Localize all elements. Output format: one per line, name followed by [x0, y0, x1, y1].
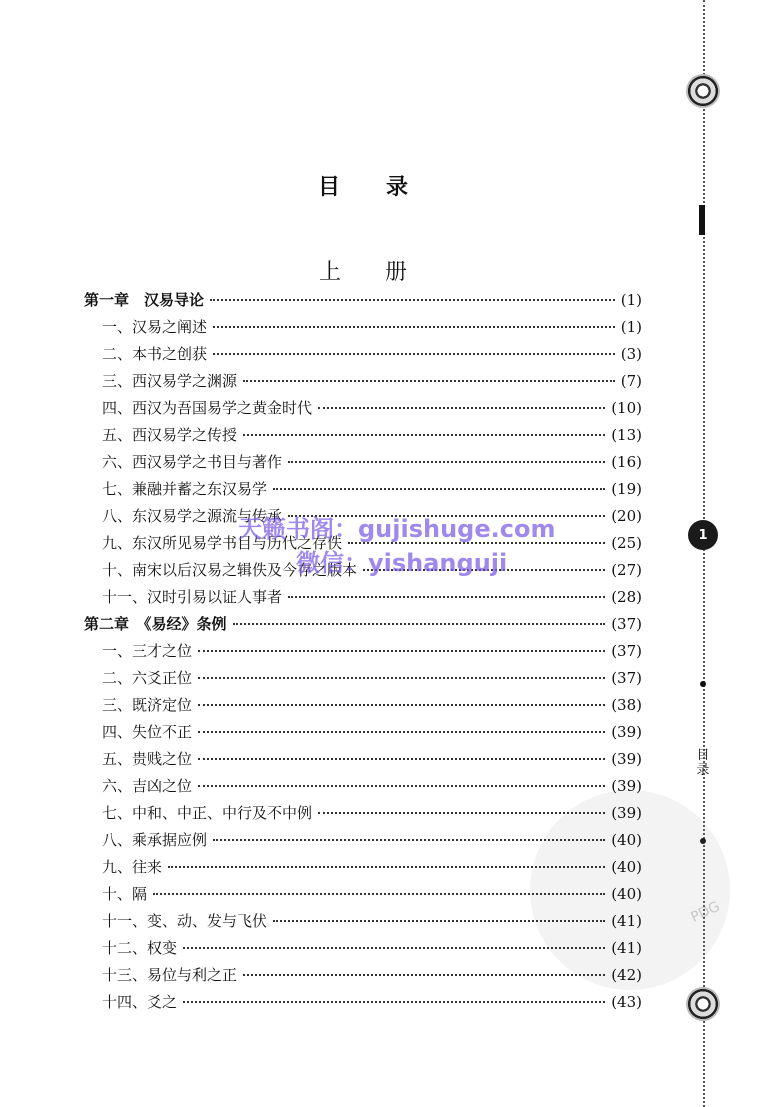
- toc-entry-label: 一、汉易之阐述: [102, 318, 208, 336]
- dot-leader: [198, 704, 605, 706]
- dot-leader: [233, 623, 606, 625]
- toc-page-number: (39): [611, 804, 642, 822]
- toc-section-row: [84, 638, 642, 665]
- dot-leader: [210, 299, 615, 301]
- toc-entry-label: 第一章 汉易导论: [84, 291, 205, 309]
- toc-section-row: [84, 854, 642, 881]
- toc-chapter-row: [84, 611, 642, 638]
- toc-section-row: [84, 800, 642, 827]
- toc-section-row: [84, 827, 642, 854]
- dot-leader: [213, 353, 615, 355]
- toc-page-number: (39): [611, 723, 642, 741]
- toc-section-row: [84, 773, 642, 800]
- toc-entry-label: 十、隔: [102, 885, 148, 903]
- stamp-text: PDG: [688, 898, 723, 926]
- toc-page-number: (37): [611, 642, 642, 660]
- toc-section-row: [84, 665, 642, 692]
- toc-entry-label: 十二、权变: [102, 939, 178, 957]
- toc-page-number: (37): [611, 615, 642, 633]
- toc-entry-label: 四、失位不正: [102, 723, 193, 741]
- toc-entry-label: 六、吉凶之位: [102, 777, 193, 795]
- toc-page-number: (39): [611, 750, 642, 768]
- toc-page-number: (27): [611, 561, 642, 579]
- toc-page-number: (39): [611, 777, 642, 795]
- toc-section-row: [84, 584, 642, 611]
- decorative-emblem-icon: [686, 74, 720, 108]
- decorative-emblem-icon: [686, 987, 720, 1021]
- toc-entry-label: 三、西汉易学之渊源: [102, 372, 238, 390]
- toc-section-row: [84, 476, 642, 503]
- dot-leader: [168, 866, 605, 868]
- dot-leader: [243, 380, 615, 382]
- toc-entry-label: 十、南宋以后汉易之辑佚及今存之版本: [102, 561, 358, 579]
- watermark-line: 天籁书阁：gujishuge.com: [238, 515, 556, 543]
- toc-section-row: [84, 530, 642, 557]
- toc-entry-label: 三、既济定位: [102, 696, 193, 714]
- toc-entry-label: 二、本书之创获: [102, 345, 208, 363]
- dot-leader: [183, 947, 605, 949]
- table-of-contents: [84, 287, 642, 1016]
- dot-leader: [198, 785, 605, 787]
- toc-section-row: [84, 962, 642, 989]
- toc-page-number: (28): [611, 588, 642, 606]
- margin-dot: [700, 681, 706, 687]
- dot-leader: [198, 758, 605, 760]
- toc-page-number: (10): [611, 399, 642, 417]
- dot-leader: [243, 974, 605, 976]
- toc-section-row: [84, 341, 642, 368]
- toc-page-number: (25): [611, 534, 642, 552]
- toc-entry-label: 十一、汉时引易以证人事者: [102, 588, 283, 606]
- toc-entry-label: 七、兼融并蓄之东汉易学: [102, 480, 268, 498]
- toc-page-number: (42): [611, 966, 642, 984]
- toc-entry-label: 九、往来: [102, 858, 163, 876]
- toc-page-number: (40): [611, 885, 642, 903]
- toc-page-number: (7): [620, 372, 642, 390]
- toc-entry-label: 八、乘承据应例: [102, 831, 208, 849]
- toc-chapter-row: [84, 287, 642, 314]
- toc-section-row: [84, 989, 642, 1016]
- toc-page-number: (20): [611, 507, 642, 525]
- toc-section-row: [84, 449, 642, 476]
- dot-leader: [318, 407, 605, 409]
- toc-section-row: [84, 908, 642, 935]
- toc-entry-label: 第二章 《易经》条例: [84, 615, 227, 633]
- toc-page-number: (1): [620, 318, 642, 336]
- dot-leader: [243, 434, 605, 436]
- page-number-badge: 1: [688, 520, 718, 550]
- side-section-label: 目录: [696, 748, 710, 778]
- page-title: 目录: [317, 175, 454, 200]
- toc-section-row: [84, 368, 642, 395]
- dot-leader: [183, 1001, 605, 1003]
- dot-leader: [288, 461, 605, 463]
- dot-leader: [198, 731, 605, 733]
- dot-leader: [288, 515, 605, 517]
- toc-page-number: (3): [620, 345, 642, 363]
- toc-section-row: [84, 422, 642, 449]
- toc-entry-label: 四、西汉为吾国易学之黄金时代: [102, 399, 313, 417]
- dot-leader: [213, 839, 605, 841]
- dot-leader: [348, 542, 605, 544]
- toc-page-number: (19): [611, 480, 642, 498]
- dot-leader: [363, 569, 605, 571]
- dot-leader: [273, 920, 605, 922]
- dot-leader: [198, 677, 605, 679]
- toc-page-number: (40): [611, 831, 642, 849]
- toc-entry-label: 五、西汉易学之传授: [102, 426, 238, 444]
- dot-leader: [153, 893, 605, 895]
- toc-entry-label: 五、贵贱之位: [102, 750, 193, 768]
- toc-section-row: [84, 314, 642, 341]
- toc-page-number: (40): [611, 858, 642, 876]
- dot-leader: [198, 650, 605, 652]
- toc-page-number: (13): [611, 426, 642, 444]
- toc-section-row: [84, 935, 642, 962]
- toc-section-row: [84, 881, 642, 908]
- toc-page-number: (41): [611, 912, 642, 930]
- dot-leader: [213, 326, 615, 328]
- toc-entry-label: 十三、易位与利之正: [102, 966, 238, 984]
- toc-entry-label: 十一、变、动、发与飞伏: [102, 912, 268, 930]
- toc-entry-label: 八、东汉易学之源流与传承: [102, 507, 283, 525]
- toc-entry-label: 九、东汉所见易学书目与历代之存佚: [102, 534, 343, 552]
- toc-section-row: [84, 395, 642, 422]
- toc-section-row: [84, 692, 642, 719]
- margin-bar-mark: [699, 205, 705, 235]
- toc-entry-label: 二、六爻正位: [102, 669, 193, 687]
- toc-section-row: [84, 746, 642, 773]
- toc-section-row: [84, 719, 642, 746]
- toc-page-number: (16): [611, 453, 642, 471]
- toc-entry-label: 六、西汉易学之书目与著作: [102, 453, 283, 471]
- volume-title: 上册: [318, 260, 451, 285]
- dot-leader: [273, 488, 605, 490]
- toc-entry-label: 七、中和、中正、中行及不中例: [102, 804, 313, 822]
- toc-page-number: (1): [620, 291, 642, 309]
- dot-leader: [288, 596, 605, 598]
- toc-section-row: [84, 503, 642, 530]
- toc-entry-label: 一、三才之位: [102, 642, 193, 660]
- toc-entry-label: 十四、爻之: [102, 993, 178, 1011]
- dot-leader: [318, 812, 605, 814]
- watermark-line: 微信：yishanguji: [296, 549, 508, 577]
- toc-page-number: (43): [611, 993, 642, 1011]
- toc-page-number: (41): [611, 939, 642, 957]
- toc-page-number: (37): [611, 669, 642, 687]
- toc-section-row: [84, 557, 642, 584]
- toc-page-number: (38): [611, 696, 642, 714]
